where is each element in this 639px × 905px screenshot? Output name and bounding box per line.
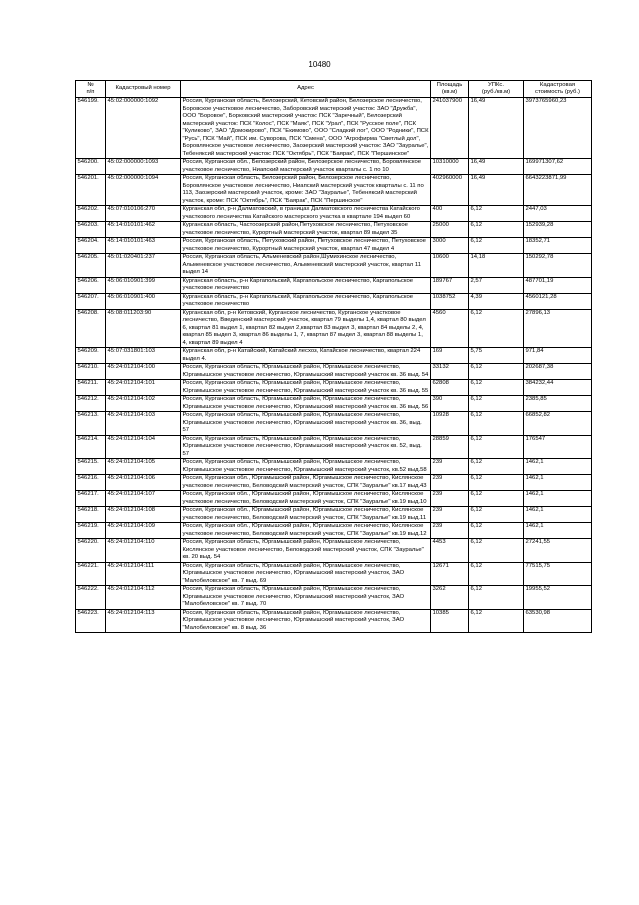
area-cell: 12671: [431, 562, 469, 586]
upks-cell: 6,12: [469, 396, 524, 412]
row-number-cell: 546220.: [76, 539, 106, 563]
table-row: [76, 277, 592, 293]
cadastral-cost-cell: 202687,38: [524, 364, 592, 380]
cadastral-cost-cell: 18352,71: [524, 238, 592, 254]
cadastral-cost-cell: 27241,55: [524, 539, 592, 563]
address-cell: Россия, Курганская область, Юргамышский район, Юргамышское лесничество, Юргамышское участковое лесничество, Юргамышский мастерский участок, ЗАО "Малобеловское" кв. 8 выд. 36: [181, 609, 431, 633]
table-row: [76, 293, 592, 309]
row-number-cell: 546216.: [76, 475, 106, 491]
upks-cell: 14,18: [469, 254, 524, 278]
cadastral-number-cell: 45:24:012104:109: [106, 523, 181, 539]
table-row: [76, 586, 592, 610]
cadastral-number-cell: 45:06:010901:400: [106, 293, 181, 309]
cadastral-cost-cell: 1462,1: [524, 507, 592, 523]
table-row: [76, 309, 592, 348]
upks-cell: 6,12: [469, 364, 524, 380]
cadastral-number-cell: 45:14:010101:463: [106, 238, 181, 254]
header-number-line1: №: [87, 81, 94, 88]
address-cell: Россия, Курганская область, Юргамышский район, Юргамышское лесничество, Кислянское участковое лесничество, Беловодский мастерский участок, СПК "Зауралье" кв. 20 выд. 54: [181, 539, 431, 563]
page-number: 10480: [308, 60, 331, 69]
row-number-cell: 546199.: [76, 98, 106, 159]
cadastral-cost-cell: 6643223871,99: [524, 175, 592, 206]
upks-cell: 6,12: [469, 539, 524, 563]
table-row: [76, 459, 592, 475]
area-cell: 3262: [431, 586, 469, 610]
area-cell: 189767: [431, 277, 469, 293]
header-cost-line1: Кадастровая: [539, 81, 576, 88]
address-cell: Россия, Курганская область, Белозерский район, Белозерское лесничество, Боровлянское участковое лесничество, Ниапский мастерский участок кварталы с. 11 по 113, Заозерский мастерский участок, кроме: ЗАО "Зауралье", Тебеняксий мастерский участок, кроме: ПСК "Октябрь", ПСК "Баярак", ПСК "Першинское": [181, 175, 431, 206]
upks-cell: 6,12: [469, 412, 524, 436]
area-cell: 4560: [431, 309, 469, 348]
cadastral-number-cell: 45:02:000000:1094: [106, 175, 181, 206]
area-cell: 239: [431, 475, 469, 491]
address-cell: Курганская область, р-н Каргапольский, Каргапольское лесничество, Каргапольское участковое лесничество: [181, 277, 431, 293]
table-row: [76, 475, 592, 491]
table-row: [76, 435, 592, 459]
row-number-cell: 546212.: [76, 396, 106, 412]
area-cell: 3000: [431, 238, 469, 254]
cadastral-number-cell: 45:24:012104:102: [106, 396, 181, 412]
row-number-cell: 546209.: [76, 348, 106, 364]
header-address: Адрес: [181, 81, 431, 98]
header-area: [431, 81, 469, 98]
cadastral-cost-cell: 1462,1: [524, 459, 592, 475]
row-number-cell: 546206.: [76, 277, 106, 293]
header-upks-line2: (руб./кв.м): [481, 89, 511, 95]
table-row: [76, 609, 592, 633]
cadastral-cost-cell: 1462,1: [524, 491, 592, 507]
cadastral-number-cell: 45:24:012104:110: [106, 539, 181, 563]
area-cell: 169: [431, 348, 469, 364]
upks-cell: 6,12: [469, 238, 524, 254]
table-row: [76, 254, 592, 278]
area-cell: 10928: [431, 412, 469, 436]
cadastral-number-cell: 45:24:012104:108: [106, 507, 181, 523]
header-area-line1: Площадь: [436, 81, 463, 88]
header-number: [76, 81, 106, 98]
cadastral-number-cell: 45:24:012104:100: [106, 364, 181, 380]
cadastral-number-cell: 45:07:031801:103: [106, 348, 181, 364]
address-cell: Россия, Курганская область, Юргамышский район, Юргамышское лесничество, Юргамышское участковое лесничество, Юргамышский мастерский участок кв. 36, выд. 57: [181, 412, 431, 436]
row-number-cell: 546200.: [76, 159, 106, 175]
table-row: [76, 364, 592, 380]
area-cell: 10310000: [431, 159, 469, 175]
cadastral-number-cell: 45:24:012104:101: [106, 380, 181, 396]
area-cell: 1038752: [431, 293, 469, 309]
cadastral-number-cell: 45:24:012104:111: [106, 562, 181, 586]
area-cell: 33132: [431, 364, 469, 380]
row-number-cell: 546203.: [76, 222, 106, 238]
table-row: [76, 539, 592, 563]
cadastral-cost-cell: 1462,1: [524, 475, 592, 491]
table-row: [76, 98, 592, 159]
row-number-cell: 546217.: [76, 491, 106, 507]
cadastral-cost-cell: 66852,82: [524, 412, 592, 436]
area-cell: 241037900: [431, 98, 469, 159]
table-row: [76, 491, 592, 507]
cadastral-number-cell: 45:08:011203:90: [106, 309, 181, 348]
area-cell: 239: [431, 523, 469, 539]
upks-cell: 6,12: [469, 507, 524, 523]
cadastral-cost-cell: 150292,78: [524, 254, 592, 278]
upks-cell: 6,12: [469, 523, 524, 539]
address-cell: Россия, Курганская область, Белозерский, Кетовский район, Белозерское лесничество, Боровское участковое лесничество, Заборовский мастерский участок: ЗАО "Дружба", ООО "Боровое", Борковский мастерский участок: ПСК "Заречный", Белозерский мастерский участок: ПСК "Колос", ПСК "Маяк", ПСК "Урал", ПСК "Русское поле", ПСК "Куликово", ЗАО "Домокирово", ПСК "Екимово", ООО "Сладкий лог", ООО "Родники", ПСК "Русь", ПСК "Май", ПСК им. Суворова, ПСК "Смена", ООО "Агрофирма "Светлый дол", Боровлянское участковое лесничество, Заозерский мастерский участок: ЗАО "Зауралье", Тебеняксий мастерский участок: ПСК "Октябрь", ПСК "Баярак", ПСК "Першинское": [182, 98, 429, 157]
cadastral-cost-cell: 63530,98: [524, 609, 592, 633]
header-area-line2: (кв.м): [441, 89, 458, 95]
table-row: [76, 159, 592, 175]
table-body: [76, 98, 592, 633]
address-cell: Россия, Курганская обл., Юргамышский район, Юргамышское лесничество, Кислянское участковое лесничество, Беловодский мастерский участок, СПК "Зауралье" кв.19 выд.12: [181, 523, 431, 539]
row-number-cell: 546204.: [76, 238, 106, 254]
address-cell: Курганская область, р-н Каргапольский, Каргапольское лесничество, Каргапольское участковое лесничество: [181, 293, 431, 309]
cadastral-number-cell: 45:02:000000:1092: [106, 98, 181, 159]
cadastral-cost-cell: 176547: [524, 435, 592, 459]
table-row: [76, 175, 592, 206]
cadastral-cost-cell: 2447,03: [524, 206, 592, 222]
upks-cell: 16,49: [469, 159, 524, 175]
area-cell: 28859: [431, 435, 469, 459]
row-number-cell: 546219.: [76, 523, 106, 539]
upks-cell: 6,12: [469, 222, 524, 238]
area-cell: 239: [431, 459, 469, 475]
cadastral-cost-cell: 2385,85: [524, 396, 592, 412]
upks-cell: 6,12: [469, 380, 524, 396]
cadastral-number-cell: 45:07:010106:270: [106, 206, 181, 222]
upks-cell: 16,49: [469, 175, 524, 206]
cadastral-cost-cell: 27896,13: [524, 309, 592, 348]
cadastral-number-cell: 45:01:020401:237: [106, 254, 181, 278]
address-cell: Курганская обл, р-н Кетовский, Курганское лесничество, Курганское участковое лесничество, Введенский мастерский участок, квартал 79 выделы 1,4, квартал 80 выдел 6, квартал 81 выдел 1, квартал 82 выдел 2,квартал 83 выдел 3, квартал 84 выделы 2, 4, квартал 85 выдел 3, квартал 86 выделы 1, 7, квартал 87 выдел 3, квартал 88 выделы 1, 4, квартал 89 выдел 4: [181, 309, 431, 348]
address-cell: Россия, Курганская обл., Белозерский район, Белозерское лесничество, Боровлянское участковое лесничество, Ниапский мастерский участок кварталы с. 1 по 10: [181, 159, 431, 175]
row-number-cell: 546213.: [76, 412, 106, 436]
address-cell: Россия, Курганская область, Петуховский район, Петуховское лесничество, Петуховское участковое лесничество, Курортный мастерский участок, квартал 47 выдел 4: [181, 238, 431, 254]
table-row: [76, 206, 592, 222]
upks-cell: 2,57: [469, 277, 524, 293]
row-number-cell: 546211.: [76, 380, 106, 396]
address-cell: Россия, Курганская область, Юргамышский район, Юргамышское лесничество, Юргамышское участковое лесничество, Юргамышский мастерский участок, ЗАО "Малобеловское" кв. 7 выд. 70: [181, 586, 431, 610]
upks-cell: 6,12: [469, 309, 524, 348]
upks-cell: 6,12: [469, 435, 524, 459]
table-row: [76, 396, 592, 412]
header-cost-line2: стоимость (руб.): [535, 89, 580, 95]
cadastral-cost-cell: 4560121,28: [524, 293, 592, 309]
table-row: [76, 562, 592, 586]
row-number-cell: 546201.: [76, 175, 106, 206]
address-cell: Россия, Курганская область, Юргамышский район, Юргамышское лесничество, Юргамышское участковое лесничество, Юргамышский мастерский участок кв. 36 выд. 56: [181, 396, 431, 412]
area-cell: 400: [431, 206, 469, 222]
address-cell: Россия, Курганская обл., Юргамышский район, Юргамышское лесничество, Кислянское участковое лесничество, Беловодский мастерский участок, СПК "Зауралье" кв.19 выд.10: [181, 491, 431, 507]
table-header: [76, 81, 592, 98]
row-number-cell: 546205.: [76, 254, 106, 278]
cadastral-cost-cell: 384232,44: [524, 380, 592, 396]
cadastral-number-cell: 45:24:012104:112: [106, 586, 181, 610]
upks-cell: 6,12: [469, 206, 524, 222]
cadastral-cost-cell: 971,84: [524, 348, 592, 364]
row-number-cell: 546207.: [76, 293, 106, 309]
address-cell: Россия, Курганская область, Юргамышский район, Юргамышское лесничество, Юргамышское участковое лесничество, Юргамышский мастерский участок кв. 36 выд. 54: [181, 364, 431, 380]
cadastral-cost-cell: 152939,28: [524, 222, 592, 238]
header-cadastral-cost: [524, 81, 592, 98]
cadastral-number-cell: 45:24:012104:107: [106, 491, 181, 507]
cadastral-number-cell: 45:24:012104:113: [106, 609, 181, 633]
area-cell: 62808: [431, 380, 469, 396]
cadastral-cost-cell: 169971307,62: [524, 159, 592, 175]
area-cell: 4453: [431, 539, 469, 563]
cadastral-number-cell: 45:06:010901:399: [106, 277, 181, 293]
row-number-cell: 546208.: [76, 309, 106, 348]
cadastral-number-cell: 45:24:012104:103: [106, 412, 181, 436]
upks-cell: 16,49: [469, 98, 524, 159]
cadastral-number-cell: 45:24:012104:104: [106, 435, 181, 459]
table-row: [76, 380, 592, 396]
address-cell: Россия, Курганская область, Юргамышский район, Юргамышское лесничество, Юргамышское участковое лесничество, Юргамышский мастерский участок, кв.52 выд.58: [181, 459, 431, 475]
upks-cell: 6,12: [469, 609, 524, 633]
address-cell: Курганская обл, р-н Катайский, Катайский лесхоз, Катайское лесничество, квартал 224 выдел 4.: [181, 348, 431, 364]
upks-cell: 5,75: [469, 348, 524, 364]
address-cell: Россия, Курганская область, Альменевский район,Шумихинское лесничество, Альменевское участковое лесничество, Альменевский мастерский участок, квартал 11 выдел 14: [181, 254, 431, 278]
address-cell: Курганская обл, р-н Далматовский, в границах Далматовского лесничества Катайского участкового лесничества Катайского мастерского участка в квартале 194 выдел 60: [181, 206, 431, 222]
row-number-cell: 546210.: [76, 364, 106, 380]
area-cell: 402960000: [431, 175, 469, 206]
cadastral-cost-cell: 3973765960,23: [524, 98, 592, 159]
area-cell: 239: [431, 507, 469, 523]
cadastral-cost-cell: 19955,52: [524, 586, 592, 610]
cadastral-number-cell: 45:24:012104:105: [106, 459, 181, 475]
table-row: [76, 238, 592, 254]
table-row: [76, 222, 592, 238]
row-number-cell: 546214.: [76, 435, 106, 459]
upks-cell: 6,12: [469, 475, 524, 491]
cadastral-number-cell: 45:02:000000:1093: [106, 159, 181, 175]
area-cell: 10600: [431, 254, 469, 278]
table-row: [76, 523, 592, 539]
cadastral-number-cell: 45:24:012104:106: [106, 475, 181, 491]
area-cell: 25000: [431, 222, 469, 238]
row-number-cell: 546218.: [76, 507, 106, 523]
upks-cell: 6,12: [469, 459, 524, 475]
upks-cell: 6,12: [469, 562, 524, 586]
row-number-cell: 546215.: [76, 459, 106, 475]
table-row: [76, 412, 592, 436]
row-number-cell: 546202.: [76, 206, 106, 222]
header-number-line2: п/п: [86, 89, 95, 95]
upks-cell: 6,12: [469, 491, 524, 507]
row-number-cell: 546222.: [76, 586, 106, 610]
cadastral-cost-cell: 487701,19: [524, 277, 592, 293]
row-number-cell: 546221.: [76, 562, 106, 586]
row-number-cell: 546223.: [76, 609, 106, 633]
address-cell: Россия, Курганская область, Юргамышский район, Юргамышское лесничество, Юргамышское участковое лесничество, Юргамышский мастерский участок, ЗАО "Малобеловское" кв. 7 выд. 69: [181, 562, 431, 586]
cadastral-cost-cell: 77515,75: [524, 562, 592, 586]
address-cell: Россия, Курганская область, Юргамышский район, Юргамышское лесничество, Юргамышское участковое лесничество, Юргамышский мастерский участок кв. 36 выд. 55: [181, 380, 431, 396]
header-upks-line1: УПКс.: [488, 81, 504, 88]
address-cell: Россия, Курганская область, Юргамышский район, Юргамышское лесничество, Юргамышское участковое лесничество, Юргамышский мастерский участок кв. 52, выд. 57: [181, 435, 431, 459]
area-cell: 10385: [431, 609, 469, 633]
cadastral-number-cell: 45:14:010101:462: [106, 222, 181, 238]
table-row: [76, 348, 592, 364]
header-upks: [469, 81, 524, 98]
address-cell: Курганская область, Частоозерский район,Петуховское лесничество, Петуховское участковое лесничество, Курортный мастерский участок, квартал 89 выдел 35: [181, 222, 431, 238]
area-cell: 239: [431, 491, 469, 507]
upks-cell: 6,12: [469, 586, 524, 610]
cadastral-cost-cell: 1462,1: [524, 523, 592, 539]
cadastral-value-table: [75, 80, 592, 633]
table-row: [76, 507, 592, 523]
area-cell: 390: [431, 396, 469, 412]
address-cell: Россия, Курганская обл., Юргамышский район, Юргамышское лесничество, Кислянское участковое лесничество, Беловодский мастерский участок, СПК "Зауралье" кв.17 выд.43: [181, 475, 431, 491]
header-cadastral-number: Кадастровый номер: [106, 81, 181, 98]
address-cell: Россия, Курганская обл., Юргамышский район, Юргамышское лесничество, Кислянское участковое лесничество, Беловодский мастерский участок, СПК "Зауралье" кв.19 выд.11: [181, 507, 431, 523]
upks-cell: 4,39: [469, 293, 524, 309]
